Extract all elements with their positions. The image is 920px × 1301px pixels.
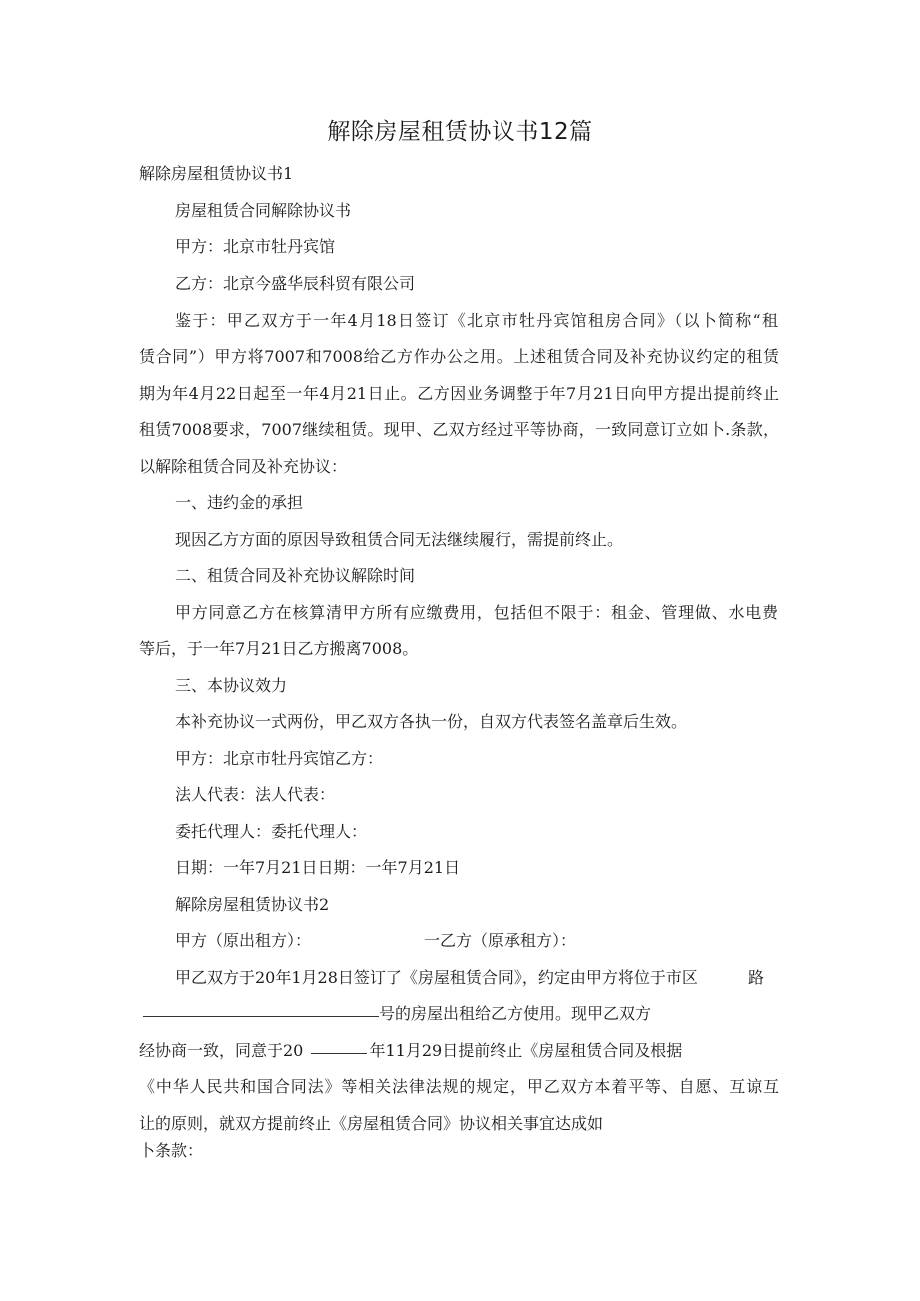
section-heading-1: 解除房屋租赁协议书1 [139,164,294,183]
party-a-original: 甲方（原出租方）： [175,931,312,950]
recital-line-4 [139,419,779,441]
clause-text-2a: 甲方同意乙方在核算清甲方所有应缴费用，包括但不限于：租金、管理做、水电费 [175,603,778,622]
para2-line-4 [139,1076,779,1098]
recital-line-3 [139,383,779,405]
party-a: 甲方：北京市牡丹宾馆 [175,237,336,256]
party-b: 乙方：北京今盛华辰科贸有限公司 [175,274,416,293]
para2-line-5: 让的原则，就双方提前终止《房屋租赁合同》协议相关事宜达成如 [139,1114,604,1133]
clause-text-2-line-2: 等后，于一年7月21日乙方搬离7008。 [139,639,419,658]
clause-heading-2: 二、租赁合同及补充协议解除时间 [175,566,416,585]
year-blank [311,1053,367,1054]
para2-line-6: 卜条款： [139,1141,204,1160]
signature-agent: 委托代理人：委托代理人： [175,822,368,841]
recital-text-3: 期为年4月22日起至一年4月21日止。乙方因业务调整于年7月21日向甲方提出提前终止 [139,384,779,403]
agreement-name: 房屋租赁合同解除协议书 [175,201,352,220]
para2-line-4-text: 《中华人民共和国合同法》等相关法律法规的规定，甲乙双方本着平等、自愿、互谅互 [139,1077,779,1096]
clause-text-1: 现因乙方方面的原因导致租赁合同无法继续履行，需提前终止。 [175,530,624,549]
clause-text-2-line-1 [175,602,778,624]
clause-heading-3: 三、本协议效力 [175,676,288,695]
recital-text-1: 鉴于：甲乙双方于一年4月18日签订《北京市牡丹宾馆租房合同》（以卜简称“租 [175,311,778,330]
recital-text-4: 租赁7008要求，7007继续租赁。现甲、乙双方经过平等协商，一致同意订立如卜.条款， [139,420,779,439]
para2-line-2 [143,1003,651,1025]
party-b-original: 一乙方（原承租方）： [424,931,577,950]
recital-line-5: 以解除租赁合同及补充协议： [139,457,348,476]
signature-date: 日期：一年7月21日日期：一年7月21日 [175,858,461,877]
clause-heading-1: 一、违约金的承担 [175,493,304,512]
recital-line-2 [139,346,779,368]
para2-line-3 [139,1040,682,1062]
para2-line-3-text-b: 年11月29日提前终止《房屋租赁合同及根据 [369,1041,683,1060]
signature-legal-rep: 法人代表：法人代表： [175,785,336,804]
document-title: 解除房屋租赁协议书12篇 [327,119,593,145]
clause-text-3: 本补充协议一式两份，甲乙双方各执一份，自双方代表签名盖章后生效。 [175,712,688,731]
address-blank [143,1016,379,1017]
para2-line-3-text-a: 经协商一致，同意于20 [139,1041,304,1060]
recital-text-2: 赁合同”）甲方将7007和7008给乙方作办公之用。上述租赁合同及补充协议约定的租赁 [139,347,779,366]
para2-road: 路 [748,968,765,987]
signature-parties: 甲方：北京市牡丹宾馆乙方： [175,749,384,768]
para2-line-2-text: 号的房屋出租给乙方使用。现甲乙双方 [379,1004,652,1023]
recital-line-1 [175,310,778,332]
section-heading-2: 解除房屋租赁协议书2 [175,895,330,914]
para2-line-1: 甲乙双方于20年1月28日签订了《房屋租赁合同》，约定由甲方将位于市区 [175,968,698,987]
